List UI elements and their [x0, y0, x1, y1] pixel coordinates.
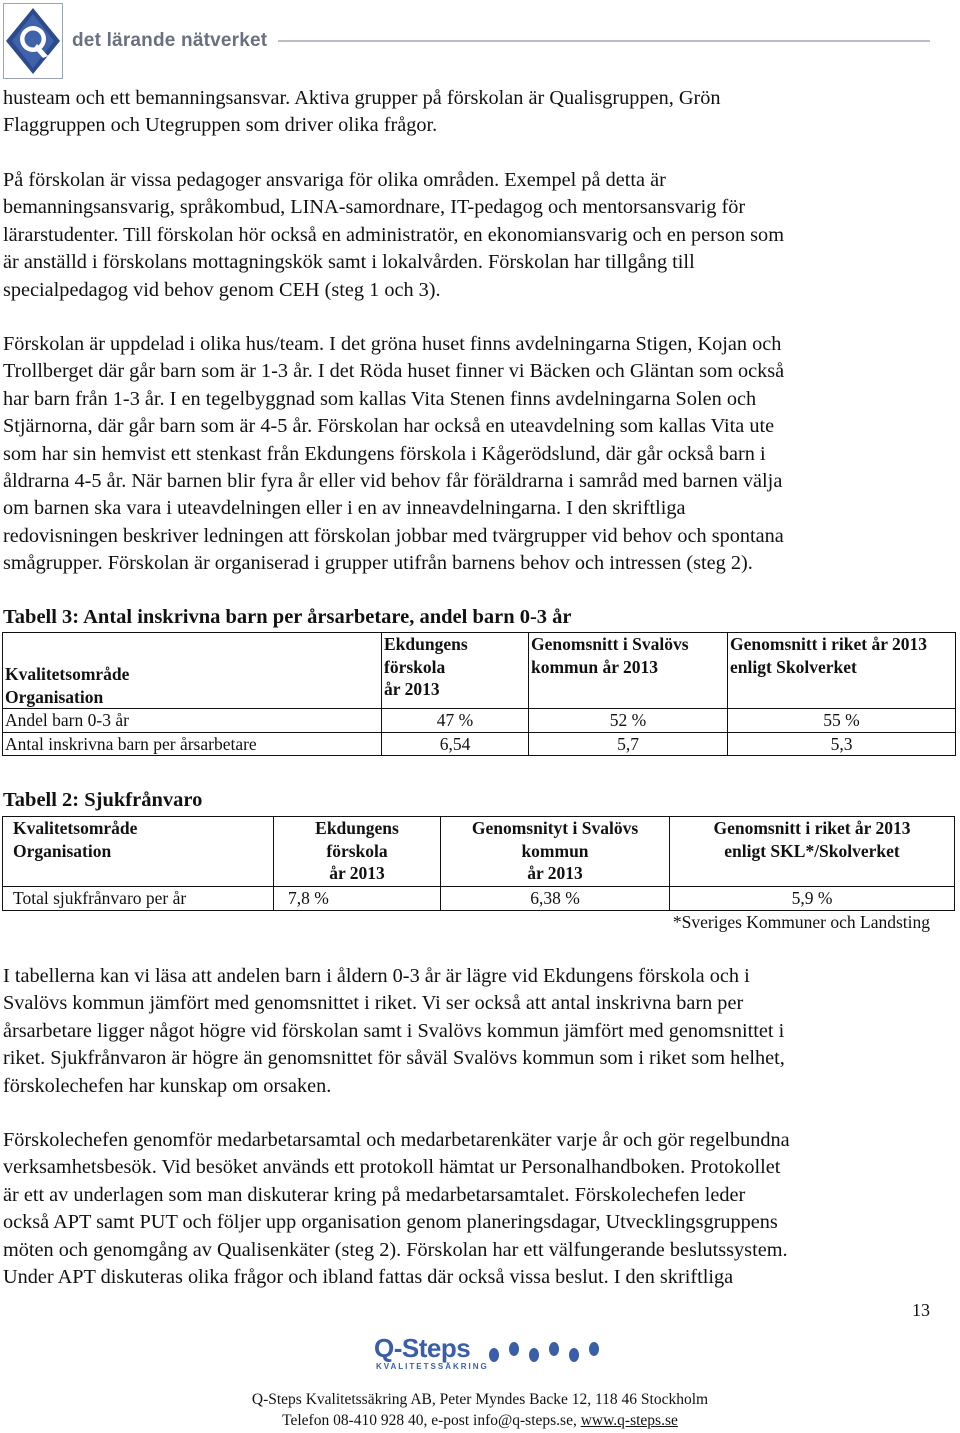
text-line: har barn från 1-3 år. I en tegelbyggnad som kallas Vita Stenen finns avdelningarna Solen och	[3, 387, 757, 410]
header-text: Organisation	[5, 686, 104, 707]
header-text: Organisation	[13, 840, 112, 861]
header-cell-municipality	[529, 633, 728, 709]
header-divider	[278, 40, 930, 42]
text-line: åldrarna 4-5 år. När barnen blir fyra år eller vid behov får föräldrarna i samråd med barnen välja	[3, 470, 783, 493]
header-cell-school	[382, 633, 529, 709]
footer-contact-text: Telefon 08-410 928 40, e-post info@q-steps.se,	[282, 1412, 581, 1429]
header-text: Kvalitetsområde	[5, 664, 130, 684]
text-line: Stjärnorna, där går barn som är 4-5 år. Förskolan har också en uteavdelning som kallas Vita ute	[3, 415, 775, 438]
table-row	[3, 887, 955, 911]
text-line: Under APT diskuteras olika frågor och ibland fattas där också vissa beslut. I den skriftliga	[3, 1266, 734, 1289]
text-line: riket. Sjukfrånvaron är högre än genomsnittet för såväl Svalövs kommun som i riket som helhet,	[3, 1047, 785, 1070]
table2	[2, 816, 955, 911]
logo	[3, 3, 63, 79]
header-text: Genomsnitt i Svalövs	[531, 634, 689, 654]
header-cell-area	[3, 633, 382, 709]
page-header	[0, 0, 960, 80]
header-text: Genomsnitt i riket år 2013	[730, 634, 928, 654]
table3	[2, 632, 956, 756]
header-cell-school	[274, 817, 441, 887]
text-line: specialpedagog vid behov genom CEH (steg 1 och 3).	[3, 278, 441, 301]
table2-caption: Tabell 2: Sjukfrånvaro	[3, 789, 203, 811]
website-link[interactable]: www.q-steps.se	[580, 1412, 678, 1429]
header-text: år 2013	[329, 863, 385, 883]
table-header-row	[3, 633, 956, 709]
cell-value: 5,7	[529, 732, 728, 756]
header-text: Genomsnitt i riket år 2013	[713, 818, 911, 838]
header-text: enligt Skolverket	[730, 656, 857, 677]
table-header-row	[3, 817, 955, 887]
text-line: Flaggruppen och Utegruppen som driver olika frågor.	[3, 114, 438, 137]
paragraph-4	[3, 963, 943, 1100]
cell-value: 55 %	[728, 709, 956, 733]
row-label: Total sjukfrånvaro per år	[3, 887, 274, 911]
text-line: Förskolechefen genomför medarbetarsamtal och medarbetarenkäter varje år och gör regelbundna	[3, 1129, 790, 1151]
cell-value: 5,3	[728, 732, 956, 756]
header-text: förskola	[326, 840, 388, 861]
text-line: verksamhetsbesök. Vid besöket används ett protokoll hämtat ur Personalhandboken. Protokollet	[3, 1156, 781, 1179]
header-cell-municipality	[441, 817, 670, 887]
cell-value: 6,54	[382, 732, 529, 756]
row-label: Andel barn 0-3 år	[3, 709, 382, 733]
text-line: är ett av underlagen som man diskuterar kring på medarbetarsamtalet. Förskolechefen leder	[3, 1183, 746, 1206]
cell-value: 52 %	[529, 709, 728, 733]
table3-caption: Tabell 3: Antal inskrivna barn per årsarbetare, andel barn 0-3 år	[3, 606, 572, 628]
text-line: möten och genomgång av Qualisenkäter (steg 2). Förskolan har ett välfungerande beslutssystem.	[3, 1238, 788, 1261]
text-line: I tabellerna kan vi läsa att andelen barn i åldern 0-3 år är lägre vid Ekdungens förskola och i	[3, 965, 750, 987]
footer-logo	[374, 1333, 604, 1375]
footer-contact	[0, 1412, 960, 1430]
footer-logo-subtext: KVALITETSSÄKRING	[376, 1362, 489, 1371]
footer-logo-text: Q-Steps	[374, 1333, 471, 1363]
text-line: Förskolan är uppdelad i olika hus/team. I det gröna huset finns avdelningarna Stigen, Kojan och	[3, 333, 782, 355]
text-line: som har sin hemvist ett stenkast från Ekdungens förskola i Kågerödslund, där går också barn i	[3, 442, 766, 465]
paragraph-5	[3, 1127, 943, 1291]
text-line: Svalövs kommun jämfört med genomsnittet i riket. Vi ser också att antal inskrivna barn per	[3, 992, 744, 1015]
footsteps-icon	[486, 1341, 604, 1363]
cell-value: 47 %	[382, 709, 529, 733]
organization-name: det lärande nätverket	[72, 30, 268, 51]
header-text: Genomsnityt i Svalövs	[471, 818, 639, 838]
header-text: år 2013	[527, 863, 583, 883]
row-label: Antal inskrivna barn per årsarbetare	[3, 732, 382, 756]
header-cell-area	[3, 817, 274, 887]
header-text: enligt SKL*/Skolverket	[724, 840, 900, 861]
text-line: redovisningen beskriver ledningen att förskolan jobbar med tvärgrupper vid behov och spontana	[3, 524, 784, 547]
paragraph-3	[3, 331, 943, 578]
paragraph-1	[3, 85, 943, 140]
text-line: förskolechefen har kunskap om orsaken.	[3, 1074, 332, 1097]
footer-address: Q-Steps Kvalitetssäkring AB, Peter Myndes Backe 12, 118 46 Stockholm	[251, 1391, 709, 1408]
cell-value: 5,9 %	[670, 887, 955, 911]
header-cell-national	[728, 633, 956, 709]
header-text: Ekdungens	[384, 634, 468, 654]
header-text: Ekdungens	[315, 818, 399, 838]
cell-value: 7,8 %	[274, 887, 441, 911]
text-line: smågrupper. Förskolan är organiserad i grupper utifrån barnens behov och intressen (steg 2).	[3, 552, 753, 575]
text-line: bemanningsansvarig, språkombud, LINA-samordnare, IT-pedagog och mentorsansvarig för	[3, 196, 746, 219]
header-text: år 2013	[384, 679, 440, 699]
header-text: kommun	[521, 840, 589, 861]
header-text: förskola	[384, 656, 446, 677]
table2-footnote: *Sveriges Kommuner och Landsting	[672, 912, 930, 932]
text-line: lärarstudenter. Till förskolan hör också en administratör, en ekonomiansvarig och en person som	[3, 223, 784, 246]
header-text: kommun år 2013	[531, 656, 659, 677]
text-line: också APT samt PUT och följer upp organisation genom planeringsdagar, Utvecklingsgruppens	[3, 1211, 778, 1234]
text-line: årsarbetare ligger något högre vid förskolan samt i Svalövs kommun jämfört med genomsnittet i	[3, 1019, 785, 1042]
text-line: husteam och ett bemanningsansvar. Aktiva grupper på förskolan är Qualisgruppen, Grön	[3, 87, 721, 109]
text-line: Trollberget där går barn som är 1-3 år. I det Röda huset finner vi Bäcken och Gläntan som också	[3, 360, 785, 383]
table-row	[3, 732, 956, 756]
q-diamond-icon	[4, 4, 62, 78]
table-row	[3, 709, 956, 733]
text-line: om barnen ska vara i uteavdelningen eller i en av inneavdelningarna. I den skriftliga	[3, 497, 686, 520]
page-number: 13	[912, 1300, 930, 1320]
text-line: På förskolan är vissa pedagoger ansvariga för olika områden. Exempel på detta är	[3, 169, 666, 191]
cell-value: 6,38 %	[441, 887, 670, 911]
header-cell-national	[670, 817, 955, 887]
text-line: är anställd i förskolans mottagningskök samt i lokalvården. Förskolan har tillgång till	[3, 251, 695, 274]
paragraph-2	[3, 167, 943, 304]
header-text: Kvalitetsområde	[13, 818, 138, 838]
